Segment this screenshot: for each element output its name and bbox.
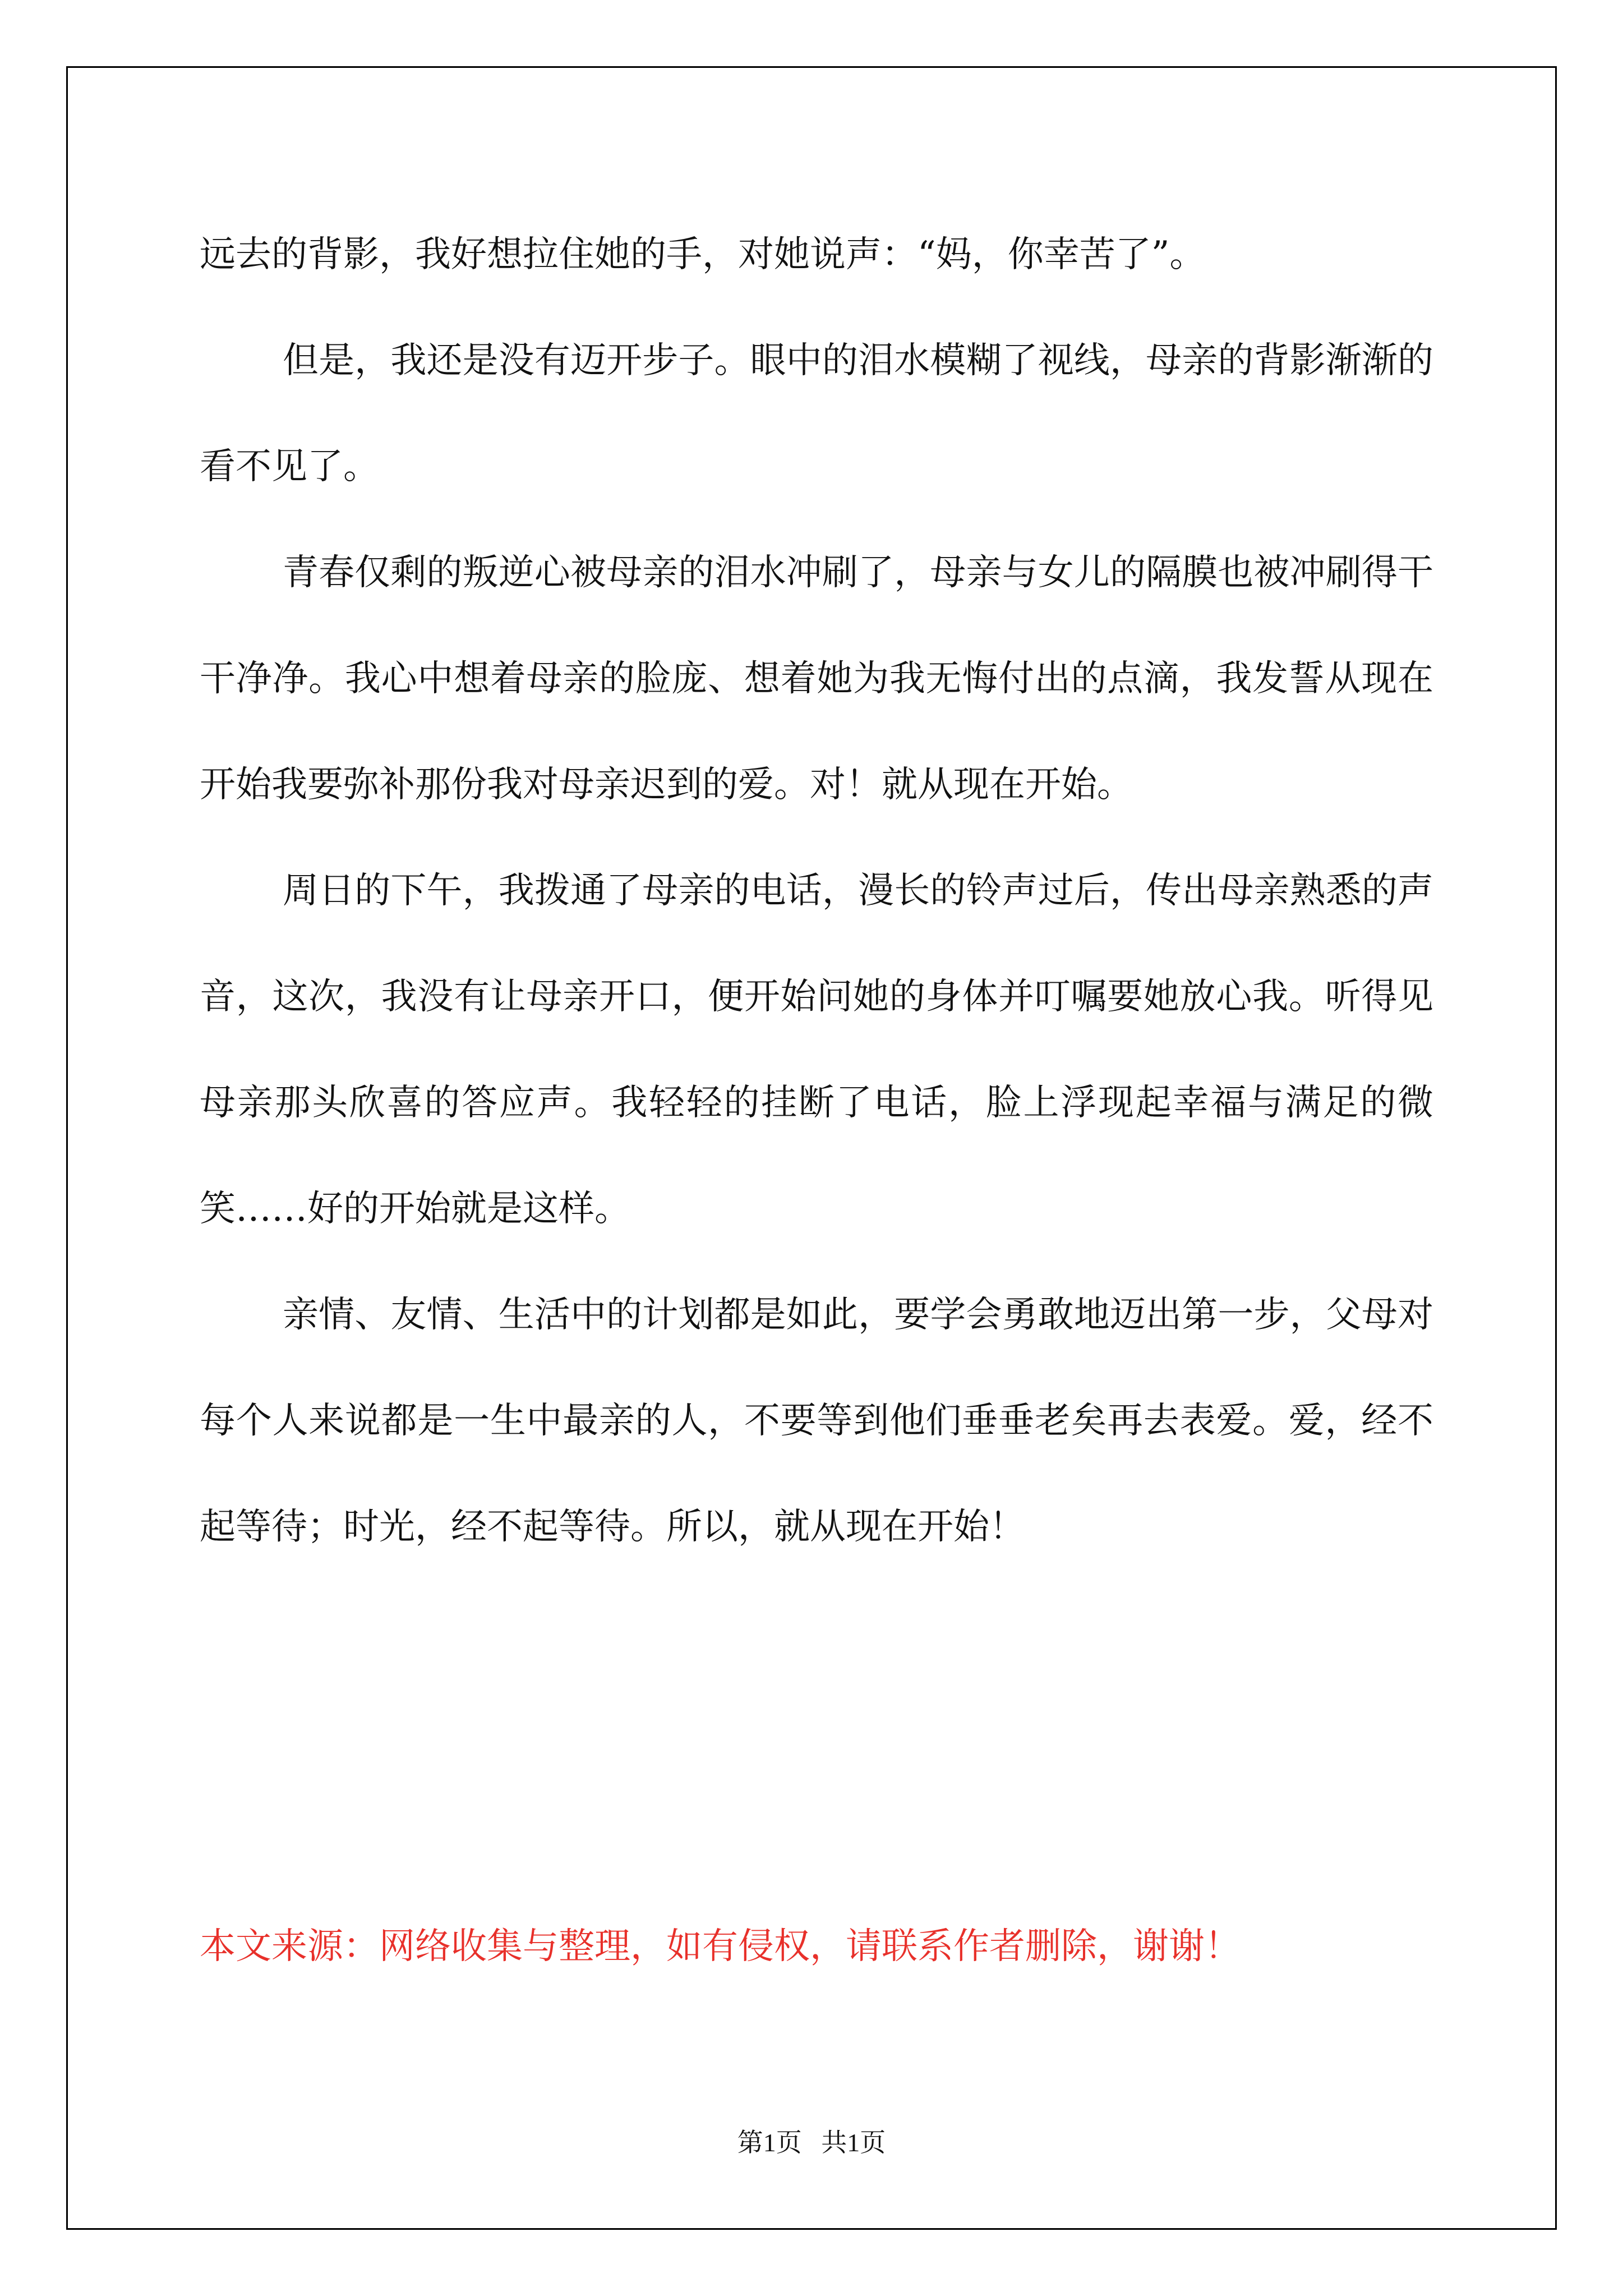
paragraph: 周日的下午，我拨通了母亲的电话，漫长的铃声过后，传出母亲熟悉的声音，这次，我没有让母亲开口，便开始问她的身体并叮嘱要她放心我。听得见母亲那头欣喜的答应声。我轻轻的挂断了电话，脸上浮现起幸福与满足的微笑……好的开始就是这样。 — [200, 870, 1433, 1230]
paragraph: 亲情、友情、生活中的计划都是如此，要学会勇敢地迈出第一步，父母对每个人来说都是一生中最亲的人，不要等到他们垂垂老矣再去表爱。爱，经不起等待；时光，经不起等待。所以，就从现在开始！ — [200, 1294, 1433, 1548]
source-note: 本文来源：网络收集与整理，如有侵权，请联系作者删除，谢谢！ — [200, 1926, 1241, 1967]
paragraph: 但是，我还是没有迈开步子。眼中的泪水模糊了视线，母亲的背影渐渐的看不见了。 — [200, 340, 1433, 487]
paragraph: 青春仅剩的叛逆心被母亲的泪水冲刷了，母亲与女儿的隔膜也被冲刷得干干净净。我心中想着母亲的脸庞、想着她为我无悔付出的点滴，我发誓从现在开始我要弥补那份我对母亲迟到的爱。对！就从现在开始。 — [200, 552, 1433, 806]
page-number: 第1页 — [737, 2128, 802, 2157]
page-footer — [0, 2126, 1623, 2160]
total-pages: 共1页 — [821, 2128, 886, 2157]
paragraph-continued: 远去的背影，我好想拉住她的手，对她说声：“妈，你幸苦了”。 — [200, 234, 1206, 275]
document-body — [200, 202, 1433, 1580]
